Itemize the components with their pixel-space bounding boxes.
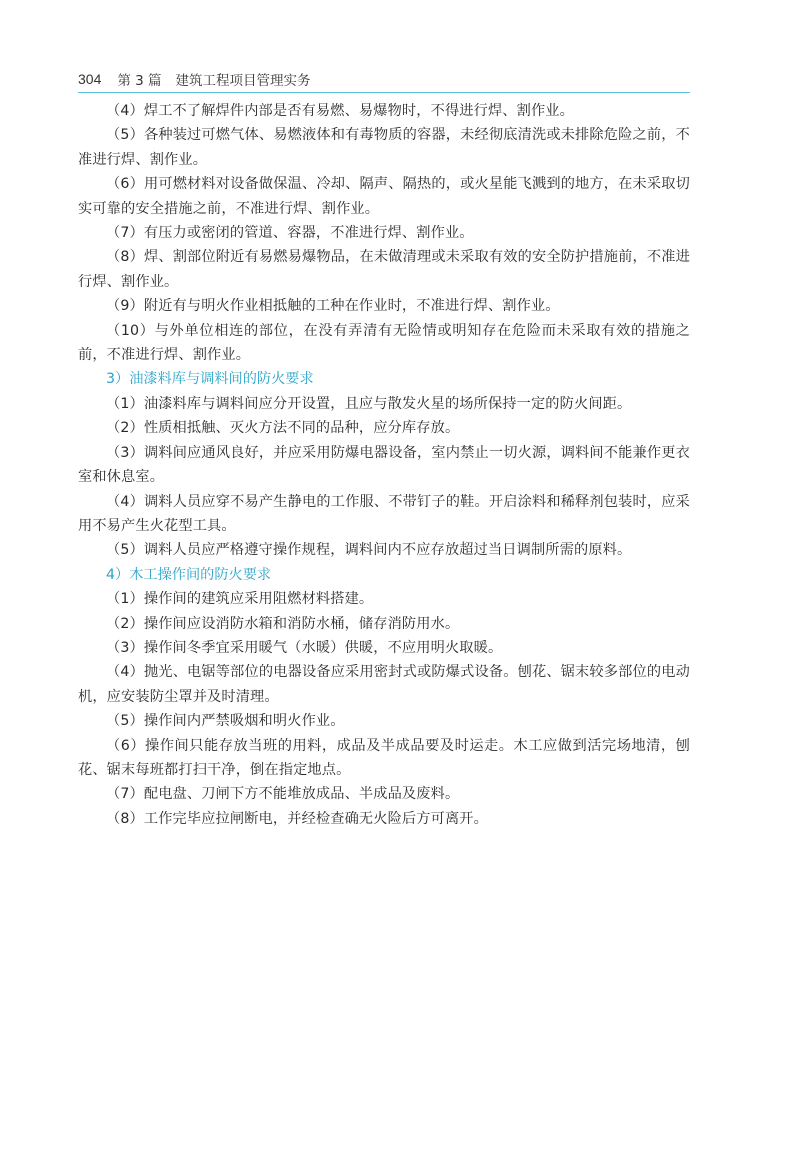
rule-item: （4）抛光、电锯等部位的电器设备应采用密封式或防爆式设备。刨花、锯末较多部位的电动机，应安装防尘罩并及时清理。 [78, 664, 690, 705]
rule-item: （6）用可燃材料对设备做保温、冷却、隔声、隔热的，或火星能飞溅到的地方，在未采取切实可靠的安全措施之前，不准进行焊、割作业。 [78, 176, 690, 217]
page-number: 304 [78, 71, 102, 87]
rule-item: （5）操作间内严禁吸烟和明火作业。 [106, 713, 345, 730]
rule-item: （7）有压力或密闭的管道、容器，不准进行焊、割作业。 [106, 225, 474, 242]
rule-item: （6）操作间只能存放当班的用料，成品及半成品要及时运走。木工应做到活完场地清，刨花、锯末每班都打扫干净，倒在指定地点。 [78, 737, 690, 778]
section-heading-carpentry-room: 4）木工操作间的防火要求 [106, 566, 272, 583]
rule-item: （3）调料间应通风良好，并应采用防爆电器设备，室内禁止一切火源，调料间不能兼作更衣室和休息室。 [78, 444, 690, 486]
section-heading-paint-store: 3）油漆料库与调料间的防火要求 [106, 371, 314, 388]
running-header [78, 68, 690, 90]
rule-item: （2）操作间应设消防水箱和消防水桶，储存消防用水。 [106, 615, 460, 632]
book-title: 建筑工程项目管理实务 [175, 73, 311, 89]
header-divider [78, 92, 690, 93]
part-label: 第 3 篇 [117, 73, 162, 89]
rule-item: （5）各种装过可燃气体、易燃液体和有毒物质的容器，未经彻底清洗或未排除危险之前，不准进行焊、割作业。 [78, 127, 690, 168]
rule-item: （7）配电盘、刀闸下方不能堆放成品、半成品及废料。 [106, 786, 460, 803]
rule-item: （5）调料人员应严格遵守操作规程，调料间内不应存放超过当日调制所需的原料。 [106, 542, 632, 559]
page-body [78, 99, 690, 831]
rule-item: （4）调料人员应穿不易产生静电的工作服、不带钉子的鞋。开启涂料和稀释剂包装时，应采用不易产生火花型工具。 [78, 493, 690, 534]
rule-item: （4）焊工不了解焊件内部是否有易燃、易爆物时，不得进行焊、割作业。 [106, 103, 574, 119]
rule-item: （3）操作间冬季宜采用暖气（水暖）供暖，不应用明火取暖。 [106, 639, 503, 656]
rule-item: （9）附近有与明火作业相抵触的工种在作业时，不准进行焊、割作业。 [106, 298, 560, 315]
rule-item: （1）操作间的建筑应采用阻燃材料搭建。 [106, 591, 374, 608]
rule-item: （8）焊、割部位附近有易燃易爆物品，在未做清理或未采取有效的安全防护措施前，不准进行焊、割作业。 [78, 249, 690, 290]
rule-item: （8）工作完毕应拉闸断电，并经检查确无火险后方可离开。 [106, 810, 488, 827]
rule-item: （1）油漆料库与调料间应分开设置，且应与散发火星的场所保持一定的防火间距。 [106, 395, 632, 412]
rule-item: （10）与外单位相连的部位，在没有弄清有无险情或明知存在危险而未采取有效的措施之前，不准进行焊、割作业。 [78, 322, 690, 364]
rule-item: （2）性质相抵触、灭火方法不同的品种，应分库存放。 [106, 420, 460, 437]
